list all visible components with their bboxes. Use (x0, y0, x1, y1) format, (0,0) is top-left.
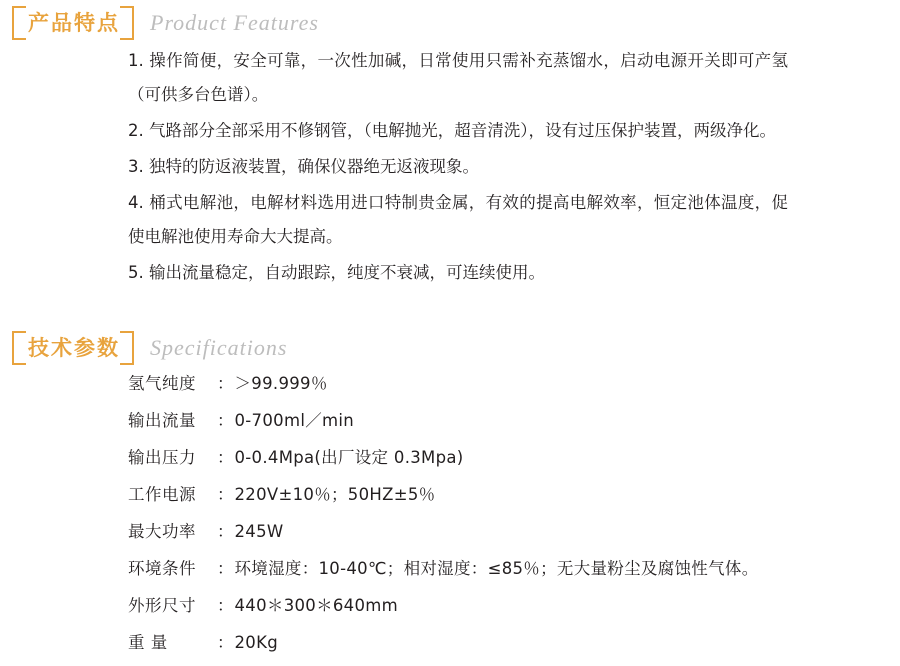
heading-title-en: Product Features (150, 10, 319, 35)
spec-label: 输出压力 (128, 448, 196, 467)
spec-row (128, 555, 828, 592)
spec-value: 440＊300＊640mm (234, 596, 399, 615)
list-item: 4. 桶式电解池，电解材料选用进口特制贵金属，有效的提高电解效率，恒定池体温度，促使电解池使用寿命大大提高。 (128, 193, 788, 246)
list-item: 2. 气路部分全部采用不修钢管，（电解抛光，超音清洗），设有过压保护装置，两级净化。 (128, 121, 776, 140)
spec-separator: ： (217, 374, 234, 393)
list-item: 1. 操作简便，安全可靠，一次性加碱，日常使用只需补充蒸馏水，启动电源开关即可产氢（可供多台色谱）。 (128, 51, 788, 104)
spec-value: 245W (234, 522, 284, 541)
spec-separator: ： (217, 559, 234, 578)
spec-separator: ： (217, 485, 234, 504)
heading-frame (12, 331, 134, 365)
heading-title-cn: 技术参数 (28, 335, 120, 360)
specification-list (128, 370, 828, 666)
heading-title-en: Specifications (150, 335, 288, 360)
spec-label: 工作电源 (128, 485, 196, 504)
spec-row (128, 444, 828, 481)
section-heading-features (12, 6, 319, 40)
spec-label: 环境条件 (128, 559, 196, 578)
list-item: 3. 独特的防返液装置，确保仪器绝无返液现象。 (128, 157, 479, 176)
heading-frame (12, 6, 134, 40)
spec-value: 环境湿度：10-40℃；相对湿度：≤85％；无大量粉尘及腐蚀性气体。 (234, 559, 759, 578)
feature-list (128, 44, 788, 292)
spec-label: 氢气纯度 (128, 374, 196, 393)
spec-value: 0-700ml／min (234, 411, 355, 430)
spec-separator: ： (217, 411, 234, 430)
spec-row (128, 407, 828, 444)
spec-row (128, 629, 828, 666)
spec-value: 220V±10％；50HZ±5％ (234, 485, 436, 504)
spec-label: 最大功率 (128, 522, 196, 541)
spec-label: 输出流量 (128, 411, 196, 430)
spec-row (128, 518, 828, 555)
spec-separator: ： (217, 633, 234, 652)
spec-value: 20Kg (234, 633, 278, 652)
spec-separator: ： (217, 596, 234, 615)
spec-label: 外形尺寸 (128, 596, 196, 615)
spec-label: 重 量 (128, 633, 168, 652)
spec-separator: ： (217, 448, 234, 467)
spec-separator: ： (217, 522, 234, 541)
section-heading-specifications (12, 331, 287, 365)
spec-row (128, 370, 828, 407)
spec-row (128, 592, 828, 629)
spec-value: 0-0.4Mpa(出厂设定 0.3Mpa) (234, 448, 464, 467)
spec-row (128, 481, 828, 518)
heading-title-cn: 产品特点 (28, 10, 120, 35)
spec-value: ＞99.999％ (234, 374, 328, 393)
list-item: 5. 输出流量稳定，自动跟踪，纯度不衰减，可连续使用。 (128, 263, 545, 282)
